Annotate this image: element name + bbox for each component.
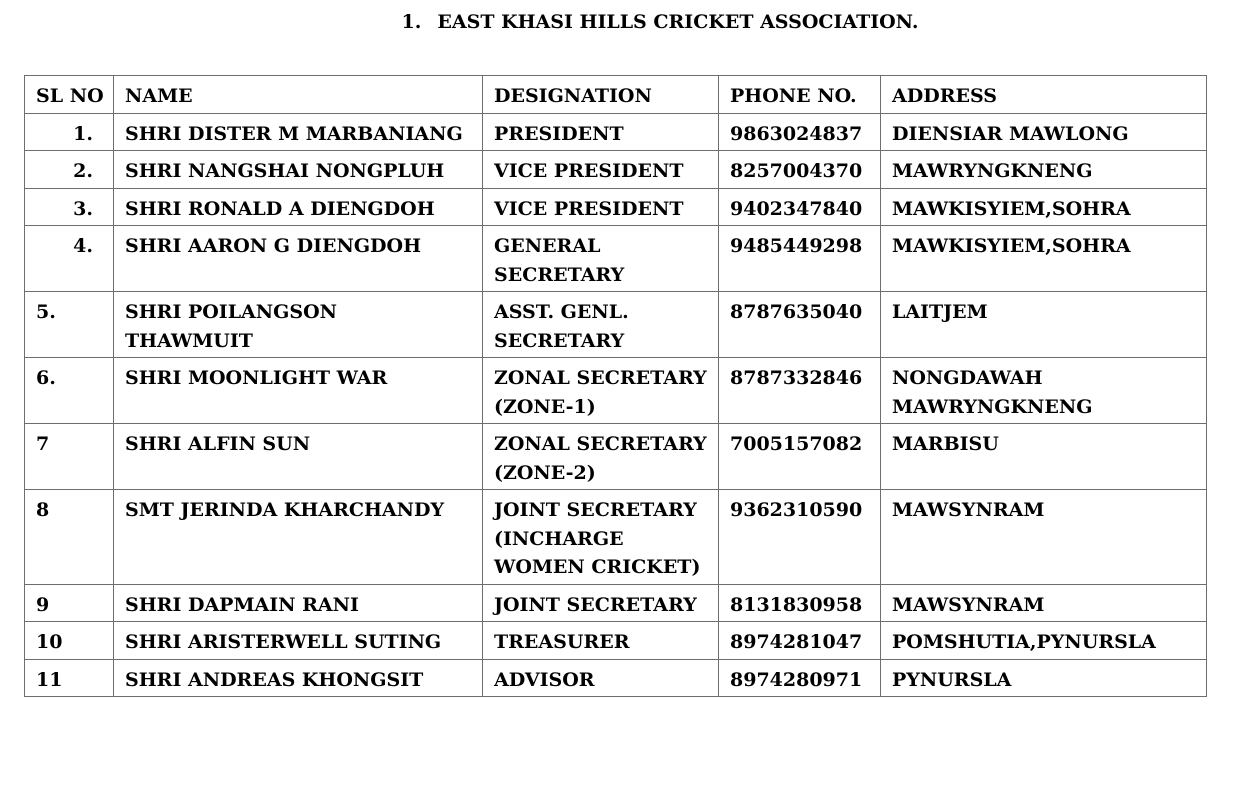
header-row [25, 76, 1207, 114]
cell-designation: VICE PRESIDENT [483, 151, 719, 189]
table-row [25, 358, 1207, 424]
cell-name: SHRI NANGSHAI NONGPLUH [114, 151, 483, 189]
table-row [25, 113, 1207, 151]
cell-name: SMT JERINDA KHARCHANDY [114, 490, 483, 585]
cell-sl-no: 2. [25, 151, 114, 189]
table-row [25, 226, 1207, 292]
header-phone: PHONE NO. [719, 76, 881, 114]
cell-name: SHRI RONALD A DIENGDOH [114, 188, 483, 226]
cell-address: MAWRYNGKNENG [881, 151, 1207, 189]
cell-sl-no: 3. [25, 188, 114, 226]
cell-address: PYNURSLA [881, 659, 1207, 697]
cell-sl-no: 7 [25, 424, 114, 490]
document-title [0, 11, 1233, 33]
cell-phone: 9362310590 [719, 490, 881, 585]
cell-designation: PRESIDENT [483, 113, 719, 151]
cell-sl-no: 5. [25, 292, 114, 358]
title-number: 1. [401, 11, 422, 33]
table-body [25, 113, 1207, 697]
cell-address: MAWSYNRAM [881, 490, 1207, 585]
header-designation: DESIGNATION [483, 76, 719, 114]
cell-phone: 8974280971 [719, 659, 881, 697]
cell-designation: VICE PRESIDENT [483, 188, 719, 226]
cell-sl-no: 8 [25, 490, 114, 585]
cell-address: NONGDAWAH MAWRYNGKNENG [881, 358, 1207, 424]
cell-designation: JOINT SECRETARY (INCHARGE WOMEN CRICKET) [483, 490, 719, 585]
cell-address: DIENSIAR MAWLONG [881, 113, 1207, 151]
cell-designation: ADVISOR [483, 659, 719, 697]
cell-address: MAWKISYIEM,SOHRA [881, 226, 1207, 292]
header-name: NAME [114, 76, 483, 114]
cell-phone: 8131830958 [719, 584, 881, 622]
cell-designation: GENERAL SECRETARY [483, 226, 719, 292]
cell-name: SHRI ALFIN SUN [114, 424, 483, 490]
cell-address: LAITJEM [881, 292, 1207, 358]
cell-address: POMSHUTIA,PYNURSLA [881, 622, 1207, 660]
cell-phone: 7005157082 [719, 424, 881, 490]
table-row [25, 659, 1207, 697]
table-row [25, 490, 1207, 585]
table-row [25, 584, 1207, 622]
cell-sl-no: 9 [25, 584, 114, 622]
cell-address: MAWSYNRAM [881, 584, 1207, 622]
cell-name: SHRI DISTER M MARBANIANG [114, 113, 483, 151]
table-header [25, 76, 1207, 114]
cell-phone: 8257004370 [719, 151, 881, 189]
cell-phone: 9402347840 [719, 188, 881, 226]
cell-phone: 9485449298 [719, 226, 881, 292]
cell-address: MAWKISYIEM,SOHRA [881, 188, 1207, 226]
cell-name: SHRI ANDREAS KHONGSIT [114, 659, 483, 697]
cell-name: SHRI AARON G DIENGDOH [114, 226, 483, 292]
cell-phone: 8787332846 [719, 358, 881, 424]
table-row [25, 188, 1207, 226]
cell-name: SHRI POILANGSON THAWMUIT [114, 292, 483, 358]
cell-designation: ASST. GENL. SECRETARY [483, 292, 719, 358]
table-row [25, 292, 1207, 358]
office-bearers-table [24, 75, 1207, 697]
header-sl-no: SL NO [25, 76, 114, 114]
cell-phone: 9863024837 [719, 113, 881, 151]
cell-designation: ZONAL SECRETARY (ZONE-1) [483, 358, 719, 424]
cell-designation: ZONAL SECRETARY (ZONE-2) [483, 424, 719, 490]
cell-phone: 8974281047 [719, 622, 881, 660]
title-text: EAST KHASI HILLS CRICKET ASSOCIATION. [437, 11, 919, 33]
cell-name: SHRI MOONLIGHT WAR [114, 358, 483, 424]
table-row [25, 151, 1207, 189]
header-address: ADDRESS [881, 76, 1207, 114]
cell-address: MARBISU [881, 424, 1207, 490]
cell-sl-no: 1. [25, 113, 114, 151]
table-row [25, 622, 1207, 660]
cell-designation: TREASURER [483, 622, 719, 660]
table-row [25, 424, 1207, 490]
cell-designation: JOINT SECRETARY [483, 584, 719, 622]
cell-phone: 8787635040 [719, 292, 881, 358]
cell-name: SHRI DAPMAIN RANI [114, 584, 483, 622]
cell-name: SHRI ARISTERWELL SUTING [114, 622, 483, 660]
cell-sl-no: 11 [25, 659, 114, 697]
cell-sl-no: 6. [25, 358, 114, 424]
cell-sl-no: 4. [25, 226, 114, 292]
cell-sl-no: 10 [25, 622, 114, 660]
